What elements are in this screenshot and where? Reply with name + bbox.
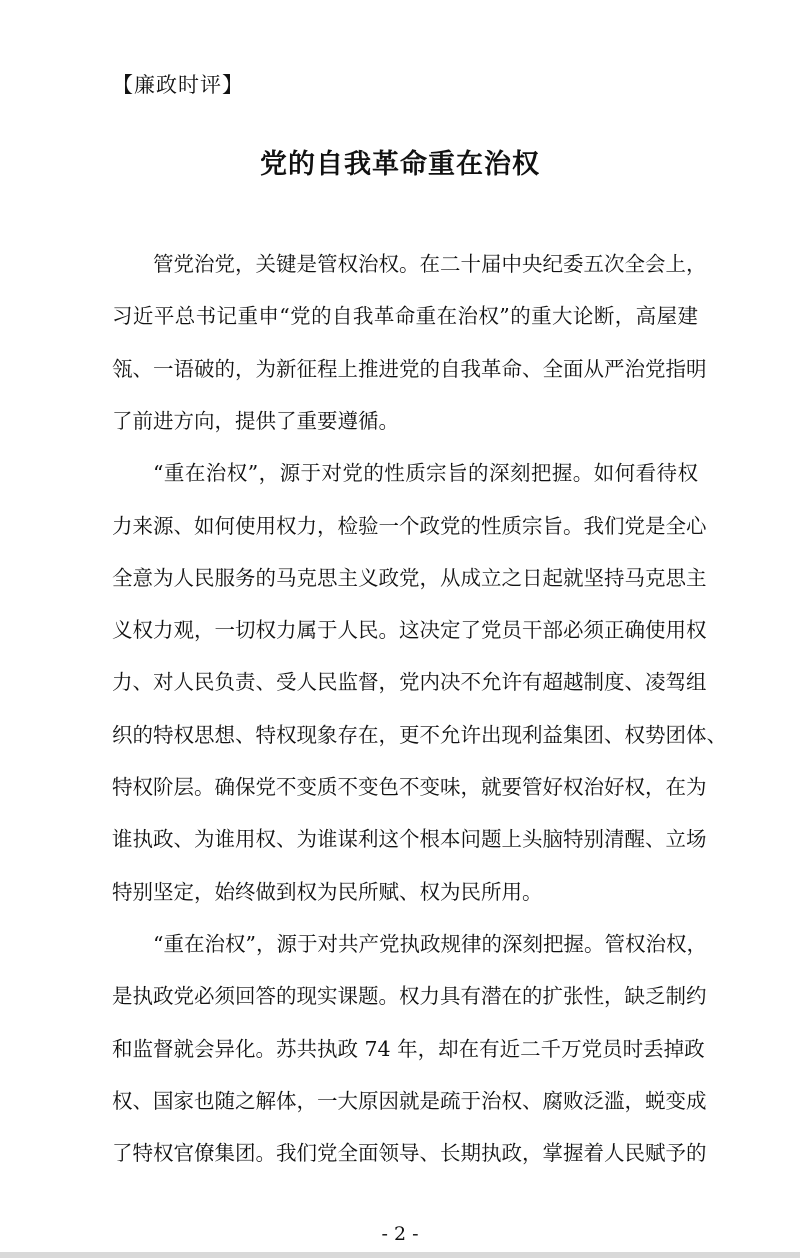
body-line: 了特权官僚集团。我们党全面领导、长期执政，掌握着人民赋予的: [112, 1141, 707, 1165]
body-line: 力、对人民负责、受人民监督，党内决不允许有超越制度、凌驾组: [112, 670, 707, 694]
body-line: 全意为人民服务的马克思主义政党，从成立之日起就坚持马克思主: [112, 566, 707, 590]
body-line: 管党治党，关键是管权治权。在二十届中央纪委五次全会上，: [153, 252, 707, 276]
body-line: 力来源、如何使用权力，检验一个政党的性质宗旨。我们党是全心: [112, 514, 707, 538]
page-number: - 2 -: [381, 1223, 419, 1245]
body-line: 织的特权思想、特权现象存在，更不允许出现利益集团、权势团体、: [112, 723, 727, 747]
article-title: 党的自我革命重在治权: [260, 149, 540, 180]
page-bottom-edge: [0, 1252, 800, 1258]
body-line: 谁执政、为谁用权、为谁谋利这个根本问题上头脑特别清醒、立场: [112, 827, 707, 851]
body-line: 是执政党必须回答的现实课题。权力具有潜在的扩张性，缺乏制约: [112, 984, 707, 1008]
body-line: “重在治权”，源于对党的性质宗旨的深刻把握。如何看待权: [153, 461, 698, 485]
column-tag: 【廉政时评】: [112, 73, 244, 97]
body-line: 义权力观，一切权力属于人民。这决定了党员干部必须正确使用权: [112, 618, 707, 642]
body-line: 权、国家也随之解体，一大原因就是疏于治权、腐败泛滥，蜕变成: [112, 1089, 707, 1113]
body-line: 了前进方向，提供了重要遵循。: [112, 409, 399, 433]
body-line: 习近平总书记重申“党的自我革命重在治权”的重大论断，高屋建: [112, 304, 698, 328]
body-line: “重在治权”，源于对共产党执政规律的深刻把握。管权治权，: [153, 932, 707, 956]
body-line: 特别坚定，始终做到权为民所赋、权为民所用。: [112, 880, 543, 904]
body-line: 瓴、一语破的，为新征程上推进党的自我革命、全面从严治党指明: [112, 357, 707, 381]
body-line: 特权阶层。确保党不变质不变色不变味，就要管好权治好权，在为: [112, 775, 707, 799]
body-line: 和监督就会异化。苏共执政 74 年，却在有近二千万党员时丢掉政: [112, 1037, 705, 1061]
